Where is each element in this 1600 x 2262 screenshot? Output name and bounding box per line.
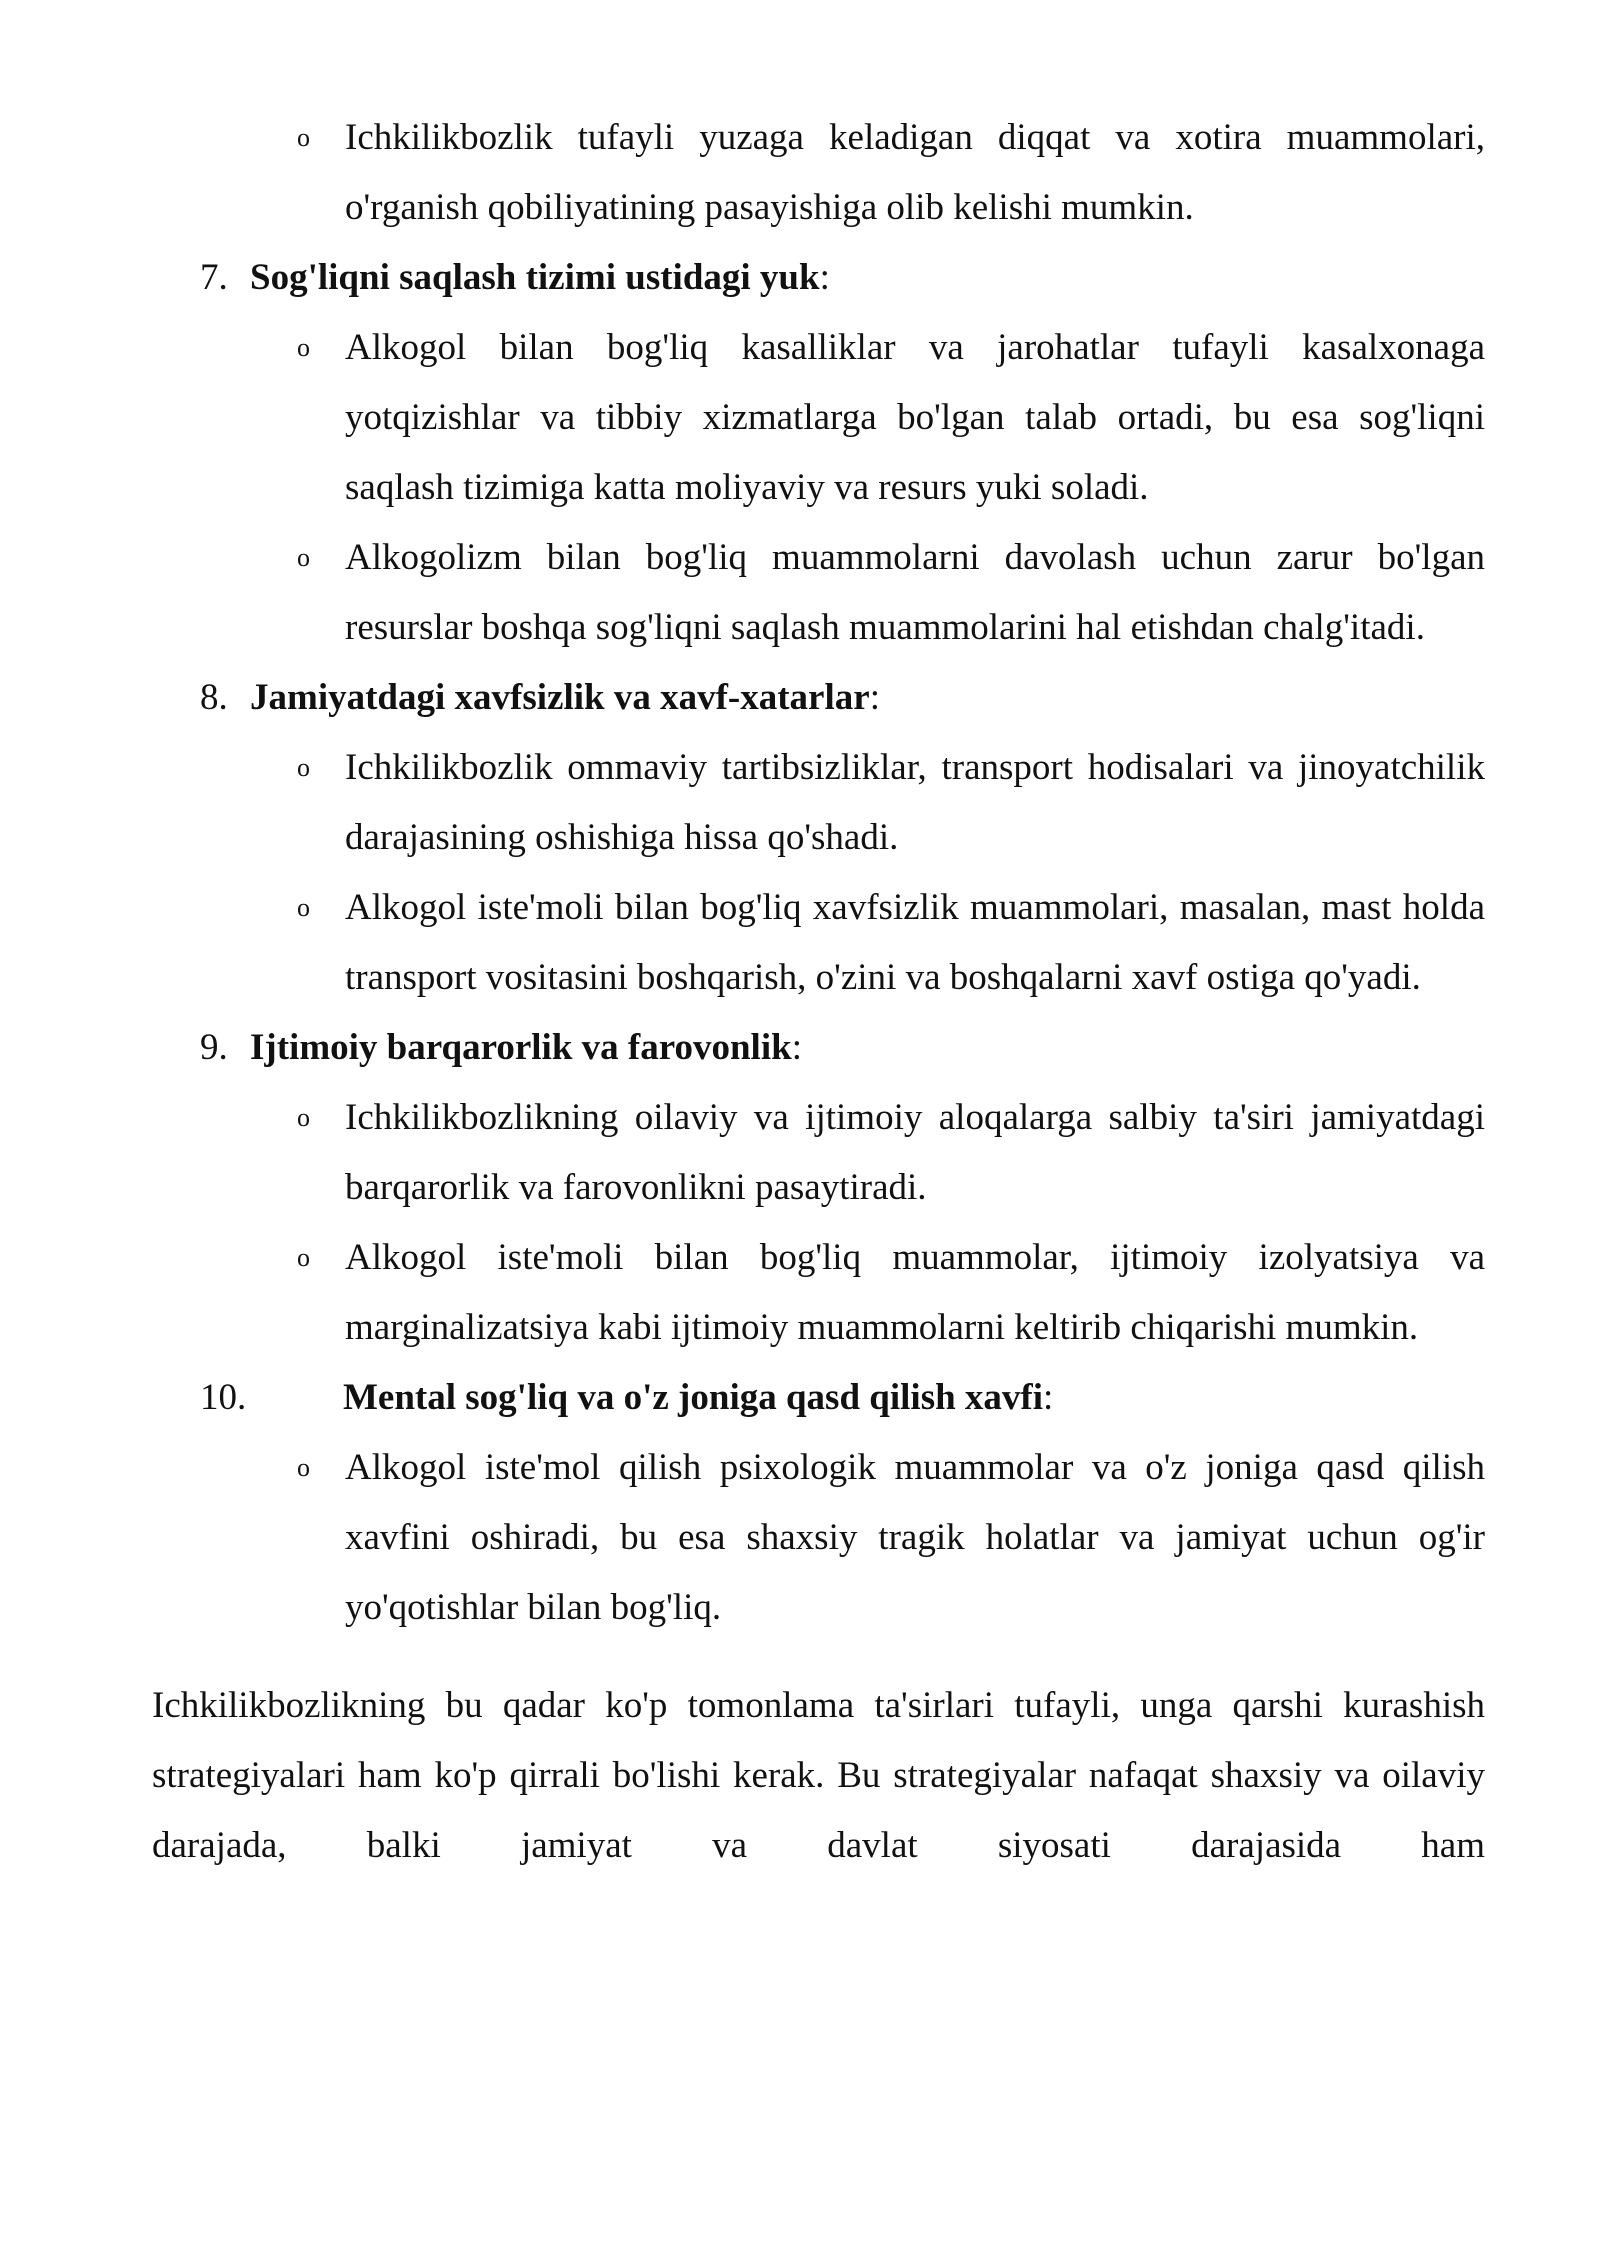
section-heading: Jamiyatdagi xavfsizlik va xavf-xatarlar [250, 677, 870, 718]
heading-colon: : [791, 1027, 802, 1068]
bullet-text: Ichkilikbozlikning oilaviy va ijtimoiy aloqalarga salbiy ta'siri jamiyatdagi barqarorlik va farovonlikni pasaytiradi. [345, 1097, 1485, 1208]
bullet-marker: o [297, 1243, 310, 1272]
list-item [297, 1433, 1485, 1643]
bullet-marker: o [297, 333, 310, 362]
bullet-text: Alkogol iste'moli bilan bog'liq muammolar, ijtimoiy izolyatsiya va marginalizatsiya kabi ijtimoiy muammolarni keltirib chiqarishi mumkin. [345, 1237, 1485, 1348]
list-item [297, 313, 1485, 523]
bullet-marker: o [297, 1453, 310, 1482]
list-item [297, 1083, 1485, 1223]
heading-colon: : [819, 257, 830, 298]
bullet-marker: o [297, 893, 310, 922]
list-number: 7. [200, 257, 228, 298]
bullet-marker: o [297, 123, 310, 152]
list-item [297, 1223, 1485, 1363]
section-heading: Sog'liqni saqlash tizimi ustidagi yuk [250, 257, 820, 298]
bullet-text: Alkogol iste'moli bilan bog'liq xavfsizlik muammolari, masalan, mast holda transport vositasini boshqarish, o'zini va boshqalarni xavf ostiga qo'yadi. [345, 887, 1485, 998]
heading-colon: : [1043, 1377, 1054, 1418]
list-item [297, 523, 1485, 663]
bullet-text: Alkogol iste'mol qilish psixologik muammolar va o'z joniga qasd qilish xavfini oshiradi, bu esa shaxsiy tragik holatlar va jamiyat uchun og'ir yo'qotishlar bilan bog'liq. [345, 1447, 1485, 1628]
numbered-heading [200, 243, 1485, 313]
numbered-heading [200, 663, 1485, 733]
closing-paragraph: Ichkilikbozlikning bu qadar ko'p tomonlama ta'sirlari tufayli, unga qarshi kurashish strategiyalari ham ko'p qirrali bo'lishi kerak. Bu strategiyalar nafaqat shaxsiy va oilaviy darajada, balki jamiyat va davlat siyosati darajasida ham [152, 1685, 1485, 1866]
numbered-heading [200, 1013, 1485, 1083]
section-heading: Ijtimoiy barqarorlik va farovonlik [250, 1027, 792, 1068]
list-number: 9. [200, 1027, 228, 1068]
numbered-heading [200, 1363, 1485, 1433]
list-number: 10. [200, 1377, 247, 1418]
bullet-text: Ichkilikbozlik ommaviy tartibsizliklar, transport hodisalari va jinoyatchilik darajasining oshishiga hissa qo'shadi. [345, 747, 1485, 858]
bullet-marker: o [297, 543, 310, 572]
list-item [297, 733, 1485, 873]
section-heading: Mental sog'liq va o'z joniga qasd qilish xavfi [343, 1377, 1044, 1418]
bullet-marker: o [297, 1103, 310, 1132]
list-item [297, 103, 1485, 243]
bullet-text: Ichkilikbozlik tufayli yuzaga keladigan diqqat va xotira muammolari, o'rganish qobiliyatining pasayishiga olib kelishi mumkin. [345, 117, 1485, 228]
heading-colon: : [869, 677, 880, 718]
list-item [297, 873, 1485, 1013]
bullet-text: Alkogolizm bilan bog'liq muammolarni davolash uchun zarur bo'lgan resurslar boshqa sog'liqni saqlash muammolarini hal etishdan chalg'itadi. [345, 537, 1485, 648]
list-number: 8. [200, 677, 228, 718]
bullet-text: Alkogol bilan bog'liq kasalliklar va jarohatlar tufayli kasalxonaga yotqizishlar va tibbiy xizmatlarga bo'lgan talab ortadi, bu esa sog'liqni saqlash tizimiga katta moliyaviy va resurs yuki soladi. [345, 327, 1485, 508]
document-page [0, 103, 1600, 1881]
bullet-marker: o [297, 753, 310, 782]
